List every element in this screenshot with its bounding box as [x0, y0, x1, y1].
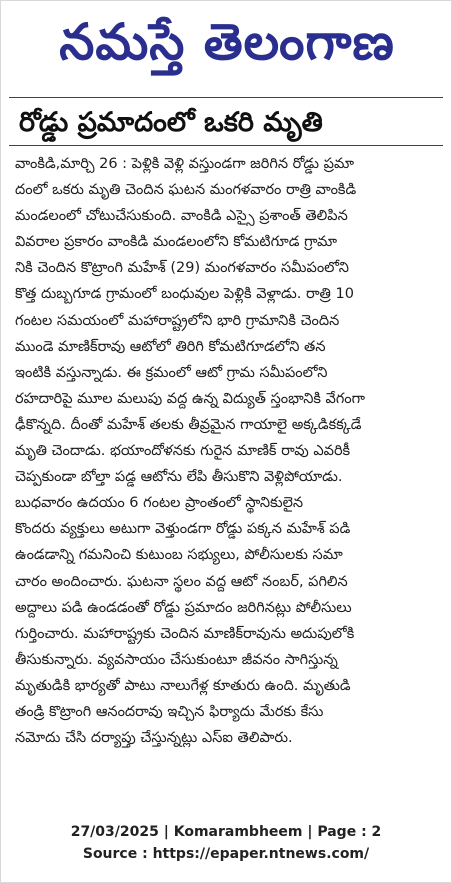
article-line: వివరాల ప్రకారం వాంకిడి మండలంలోని కోమటిగూడ గ్రామా	[15, 234, 337, 251]
article-headline: రోడ్డు ప్రమాదంలో ఒకరి మృతి	[19, 107, 323, 138]
article-line: వాంకిడి,మార్చి 26 : పెళ్లికి వెళ్లి వస్తుండగా జరిగిన రోడ్డు ప్రమా	[15, 156, 354, 172]
article-line: ఉండడాన్ని గమనించి కుటుంబ సభ్యులు, పోలీసులకు సమా	[15, 547, 343, 564]
newspaper-masthead	[9, 5, 445, 83]
article-line: నమోదు చేసి దర్యాప్తు చేస్తున్నట్లు ఎస్ఐ తెలిపారు.	[15, 730, 293, 747]
article-line: అద్దాలు పడి ఉండడంతో రోడ్డు ప్రమాదం జరిగినట్లు పోలీసులు	[15, 599, 352, 616]
article-body	[15, 151, 443, 751]
source-link[interactable]: Source : https://epaper.ntnews.com/	[82, 846, 370, 862]
article-line: మృతి చెందాడు. భయాందోళనకు గురైన మాణిక్ రావు ఎవరికీ	[15, 443, 351, 460]
article-line: కొందరు వ్యక్తులు అటుగా వెళ్తుండగా రోడ్డు పక్కన మహేశ్ పడి	[15, 521, 351, 538]
article-line: కొత్త దుబ్బగూడ గ్రామంలో బంధువుల పెళ్లికి వెళ్లాడు. రాత్రి 10	[15, 286, 354, 303]
article-line: మృతుడికి భార్యతో పాటు నాలుగేళ్ల కూతురు ఉంది. మృతుడి	[15, 677, 351, 694]
article-line: ఇంటికి వస్తున్నాడు. ఈ క్రమంలో ఆటో గ్రామ సమీపంలోని	[15, 364, 328, 381]
article-line: తీసుకున్నారు. వ్యవసాయం చేసుకుంటూ జీవనం సాగిస్తున్న	[15, 651, 338, 668]
headline-bottom-rule	[9, 145, 443, 146]
article-line: రహదారిపై మూల మలుపు వద్ద ఉన్న విద్యుత్ స్తంభానికి వేగంగా	[15, 390, 366, 407]
edition-info: 27/03/2025 | Komarambheem | Page : 2	[70, 824, 382, 840]
article-line: దంలో ఒకరు మృతి చెందిన ఘటన మంగళవారం రాత్రి వాంకిడి	[15, 182, 357, 199]
article-line: చారం అందించారు. ఘటనా స్థలం వద్ద ఆటో నంబర్, పగిలిన	[15, 573, 348, 590]
article-line: చెప్పకుండా బోల్తా పడ్డ ఆటోను లేపి తీసుకొని వెళ్లిపోయాడు.	[15, 469, 343, 486]
masthead-title: నమస్తే తెలంగాణ	[59, 13, 395, 71]
article-line: మండలంలో చోటుచేసుకుంది. వాంకిడి ఎస్సై ప్రశాంత్ తెలిపిన	[15, 208, 348, 225]
article-line: ముండె మాణిక్‌రావు ఆటోలో తిరిగి కోమటిగూడలోని తన	[15, 338, 326, 355]
article-line: బుధవారం ఉదయం 6 గంటల ప్రాంతంలో స్థానికులైన	[15, 495, 304, 512]
headline-top-rule	[9, 97, 443, 98]
article-line: తండ్రి కొట్రాంగి ఆనందరావు ఇచ్చిన ఫిర్యాదు మేరకు కేసు	[15, 703, 324, 720]
article-line: ఢీకొన్నది. దీంతో మహేశ్ తలకు తీవ్రమైన గాయాలై అక్కడికక్కడే	[15, 416, 362, 433]
article-line: నికి చెందిన కొట్రాంగి మహేశ్ (29) మంగళవారం సమీపంలోని	[15, 260, 349, 277]
page-footer	[1, 821, 451, 865]
article-line: గంటల సమయంలో మహారాష్ట్రలోని భారి గ్రామానికి చెందిన	[15, 312, 340, 329]
article-line: గుర్తించారు. మహారాష్ట్రకు చెందిన మాణిక్‌రావును అదుపులోకి	[15, 625, 355, 642]
